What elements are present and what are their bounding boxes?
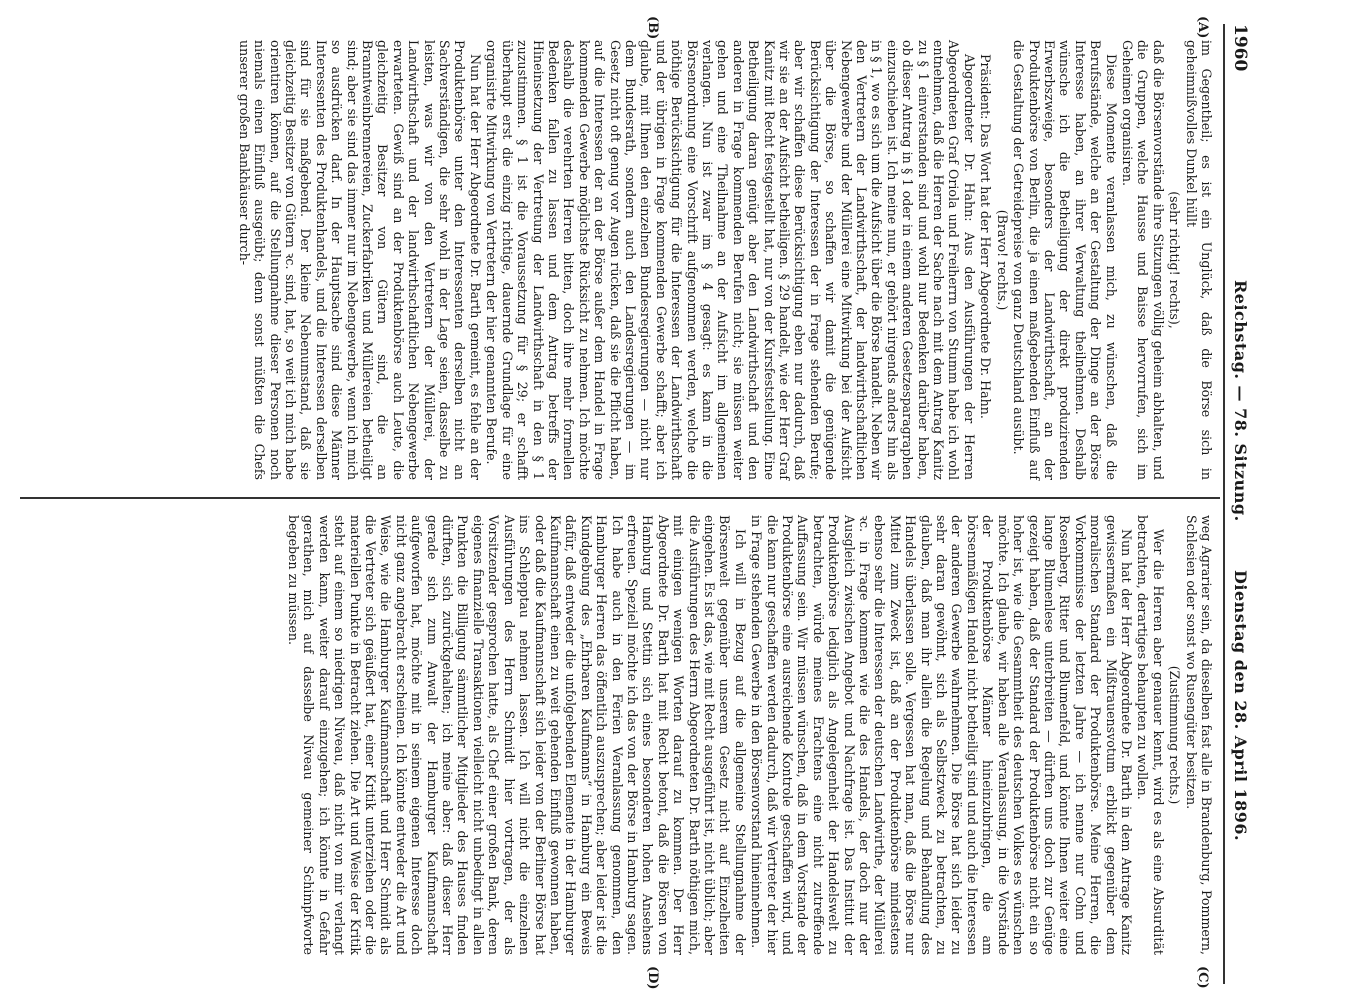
column-divider <box>20 497 1220 499</box>
right-text-column <box>285 515 1214 955</box>
page-number: 1960 <box>1230 24 1250 72</box>
left-text-column <box>235 40 1214 480</box>
interjection: (sehr richtig! rechts), <box>1167 191 1183 329</box>
paragraph: im Gegentheil; es ist ein Unglück, daß die Börse sich in geheimnißvolles Dunkel hüllt <box>1183 40 1214 480</box>
speaker-paragraph: Präsident: Das Wort hat der Herr Abgeordnete Dr. Hahn. <box>978 54 994 419</box>
speaker-paragraph: Abgeordneter Dr. Hahn: Aus den Ausführungen der Herren Abgeordneten Graf Oriola und Freiherrn von Stumm habe ich wohl entnehmen, daß die Herren der Sache nach mit dem Antrag Kanitz zu § 1 einverstanden sind und wohl nur Bedenken darüber haben, ob dieser Antrag in § 1 oder in einem anderen Gesetzesparagraphen einzuschieben ist. Ich meine nun, er gehört nirgends anders hin als in § 1, wo es sich um die Aufsicht über die Börse handelt. Neben wir den Vertretern der Landwirthschaft, der landwirthschaftlichen Nebengewerbe und der Müllerei eine Mitwirkung bei der Aufsicht über die Börse, so schaffen wir damit die genügende Berücksichtigung der Interessen der in Frage stehenden Berufe; aber wir schaffen diese Berücksichtigung eben nur dadurch, daß wir sie an der Aufsicht betheiligen. § 29 handelt, wie der Herr Graf Kanitz mit Recht festgestellt hat, nur von der Kursfeststellung. Eine Betheiligung daran genügt aber den Landwirthschaft und den anderen in Frage kommenden Berufen nicht; sie müssen weiter gehen und eine Theilnahme an der Aufsicht im allgemeinen verlangen. Nun ist zwar im § 4 gesagt: es kann in die Börsenordnung eine Vorschrift aufgenommen werden, welche die nöthige Berücksichtigung für die Interessen der Landwirthschaft und der übrigen in Frage kommenden Gewerbe schafft; aber ich glaube, mit Ihnen den einzelnen Bundesregierungen — nicht nur dem Bundesrath, sondern auch den Landesregierungen — im Gesetz nicht oft genug vor Augen rücken, daß sie die Pflicht haben, auf die Interessen der an der Börse außer dem Handel in Frage kommenden Gewerbe möglichste Rücksicht zu nehmen. Ich möchte deshalb die verehrten Herren bitten, doch ihre mehr formellen Bedenken fallen zu lassen und dem Antrag betreffs der Hineinsetzung der Vertretung der Landwirthschaft in den § 1 zuzustimmen. § 1 ist die Voraussetzung für § 29; er schafft überhaupt erst die einzig richtige, dauernde Grundlage für eine organisirte Mitwirkung von Vertretern der hier genannten Berufe. <box>484 40 977 480</box>
paragraph: weg Agrarier sein, da dieselben fast alle in Brandenburg, Pommern, Schlesien oder sonst wo Rusengüter besitzen. <box>1183 515 1214 955</box>
interjection: (Zustimmung rechts.) <box>1167 665 1183 805</box>
margin-mark-a: (A) <box>1195 16 1210 39</box>
interjection: (Bravo! rechts.) <box>994 209 1010 311</box>
margin-mark-d: (D) <box>645 966 660 990</box>
paragraph: Wer die Herren aber genauer kennt, wird es als eine Absurdität betrachten, derartiges behaupten zu wollen. <box>1135 515 1166 955</box>
session-date: Dienstag den 28. April 1896. <box>1231 570 1250 842</box>
paragraph: Nun hat der Herr Abgeordnete Dr. Barth gemeint, es fehle an der Produktenbörse unter den Interessenten derselben nicht an Sachverständigen, die sehr wohl in der Lage seien, dasselbe zu leisten, was wir von den Vertretern der Müllerei, der Landwirthschaft und der landwirthschaftlichen Nebengewerbe erwarteten. Gewiß sind an der Produktenbörse auch Leute, die gleichzeitig Besitzer von Gütern sind, die an Branntweinbrennereien, Zuckerfabriken und Müllereien betheiligt sind; aber sie sind das immer nur im Nebengewerbe, wenn ich mich so ausdrücken darf. In der Hauptsache sind diese Männer Interessenten des Produktenhandels, und die Interessen derselben sind für sie maßgebend. Der kleine Nebenumstand, daß sie gleichzeitig Besitzer von Gütern ꝛc. sind, hat, so weit ich mich habe orientiren können, auf die Stellungnahme dieser Personen noch niemals einen Einfluß ausgeübt; denn sonst müßten die Chefs unserer großen Bankhäuser durch- <box>236 40 483 480</box>
session-title: Reichstag. — 78. Sitzung. <box>1231 280 1250 522</box>
paragraph: daß die Börsenvorstände ihre Sitzungen völlig geheim abhalten, und die Gruppen, welche Hausse und Baisse hervorrufen, sich im Geheimen organisiren. <box>1119 40 1166 480</box>
paragraph: Ich will in Bezug auf die allgemeine Stellungnahme der Börsenwelt gegenüber unserem Gesetz nicht auf Einzelheiten eingehen. Es ist das, wie mit Recht ausgeführt ist, nicht üblich; aber die Ausführungen des Herrn Abgeordneten Dr. Barth nöthigen mich, mit einigen wenigen Worten darauf zu kommen. Der Herr Abgeordnete Dr. Barth hat mit Recht betont, daß die Börsen von Hamburg und Stettin sich eines besonderen hohen Ansehens erfreuen. Speziell möchte ich das von der Börse in Hamburg sagen. Ich habe auch in den Ferien Veranlassung genommen, den Hamburger Herren das öffentlich auszusprechen; aber leider ist die Kundgebung des „Ehrbaren Kaufmanns“ in Hamburg ein Beweis dafür, daß entweder die unfolgebenden Elemente in der Hamburger Kaufmannschaft einen zu weit gehenden Einfluß gewonnen haben, oder daß die Kaufmannschaft sich leider von der Berliner Börse hat ins Schlepptau nehmen lassen. Ich will nicht die einzelnen Ausführungen des Herrn Schmidt hier vortragen, der als Vorsitzender gesprochen hatte, als Chef einer großen Bank, deren eigenes finanzielle Transaktionen vielleicht nicht unbedingt in allen Punkten die Billigung sämmtlicher Mitglieder des Hauses finden dürften, sich zurückgehalten; ich meine aber: daß dieser Herr gerade sich zum Anwalt der Hamburger Kaufmannschaft aufgeworfen hat, möchte mit in seinem eigenen Interesse doch nicht ganz angebracht erscheinen. Ich könnte entweder die Art und Weise, wie die Hamburger Kaufmannschaft und Herr Schmidt als die Vertreter sich geäußert hat, einer Kritik unterziehen oder die materiellen Punkte in Betracht ziehen. Die Art und Weise der Kritik steht auf einem so niedrigen Niveau, daß nicht von mir verlangt werden kann, weiter darauf einzugehen; ich könnte in Gefahr gerathen, mich auf dasselbe Niveau gemeiner Schimpfworte begeben zu müssen. <box>286 515 748 955</box>
margin-mark-c: (C) <box>1195 966 1210 989</box>
margin-mark-b: (B) <box>645 16 660 40</box>
header-rule <box>1223 24 1225 984</box>
paragraph: Diese Momente veranlassen mich, zu wünschen, daß die Berufsstände, welche an der Gestaltung der Dinge an der Börse Interesse haben, an ihrer Verwaltung theilnehmen. Deshalb wünsche ich die Betheiligung der direkt produzirenden Erwerbszweige, besonders der Landwirthschaft, an der Produktenbörse von Berlin, die ja einen maßgebenden Einfluß auf die Gestaltung der Getreidepreise von ganz Deutschland ausübt. <box>1011 40 1119 480</box>
paragraph: Nun hat der Herr Abgeordnete Dr. Barth in dem Antrage Kanitz gewissermaßen ein Mißtrauensvotum erblickt gegenüber dem moralischen Standard der Produktenbörse. Meine Herren, die Vorkommnisse der letzten Jahre — ich nenne nur Cohn und Rosenberg, Ritter und Blumenfeld, und könnte Ihnen weiter eine lange Blumenlese unterbreiten — dürften uns doch zur Genüge gezeigt haben, daß der Standard der Produktenbörse nicht ein so hoher ist, wie die Gesammtheit des deutschen Volkes es wünschen möchte. Ich glaube, wir haben alle Veranlassung, in die Vorstände der Produktenbörse Männer hineinzubringen, die am börsenmäßigen Handel nicht betheiligt sind und auch die Interessen der anderen Gewerbe wahrnehmen. Die Börse hat sich leider zu sehr daran gewöhnt, sich als Selbstzweck zu betrachten, zu glauben, daß man ihr allein die Regelung und Behandlung des Handels überlassen solle. Vergessen hat man, daß die Börse nur Mittel zum Zweck ist, daß an der Produktenbörse mindestens ebenso sehr die Interessen der deutschen Landwirthe, der Müllerei ꝛc. in Frage kommen wie die des Handels, der doch nur der Ausgleich zwischen Angebot und Nachfrage ist. Das Institut der Produktenbörse lediglich als Angelegenheit der Handelswelt zu betrachten, würde meines Erachtens eine nicht zutreffende Auffassung sein. Wir müssen wünschen, daß in dem Vorstande der Produktenbörse eine ausreichende Kontrole geschaffen wird, und die kann nur geschaffen werden dadurch, daß wir Vertreter der hier in Frage stehenden Gewerbe in den Börsenvorstand hineinnehmen. <box>749 515 1134 955</box>
